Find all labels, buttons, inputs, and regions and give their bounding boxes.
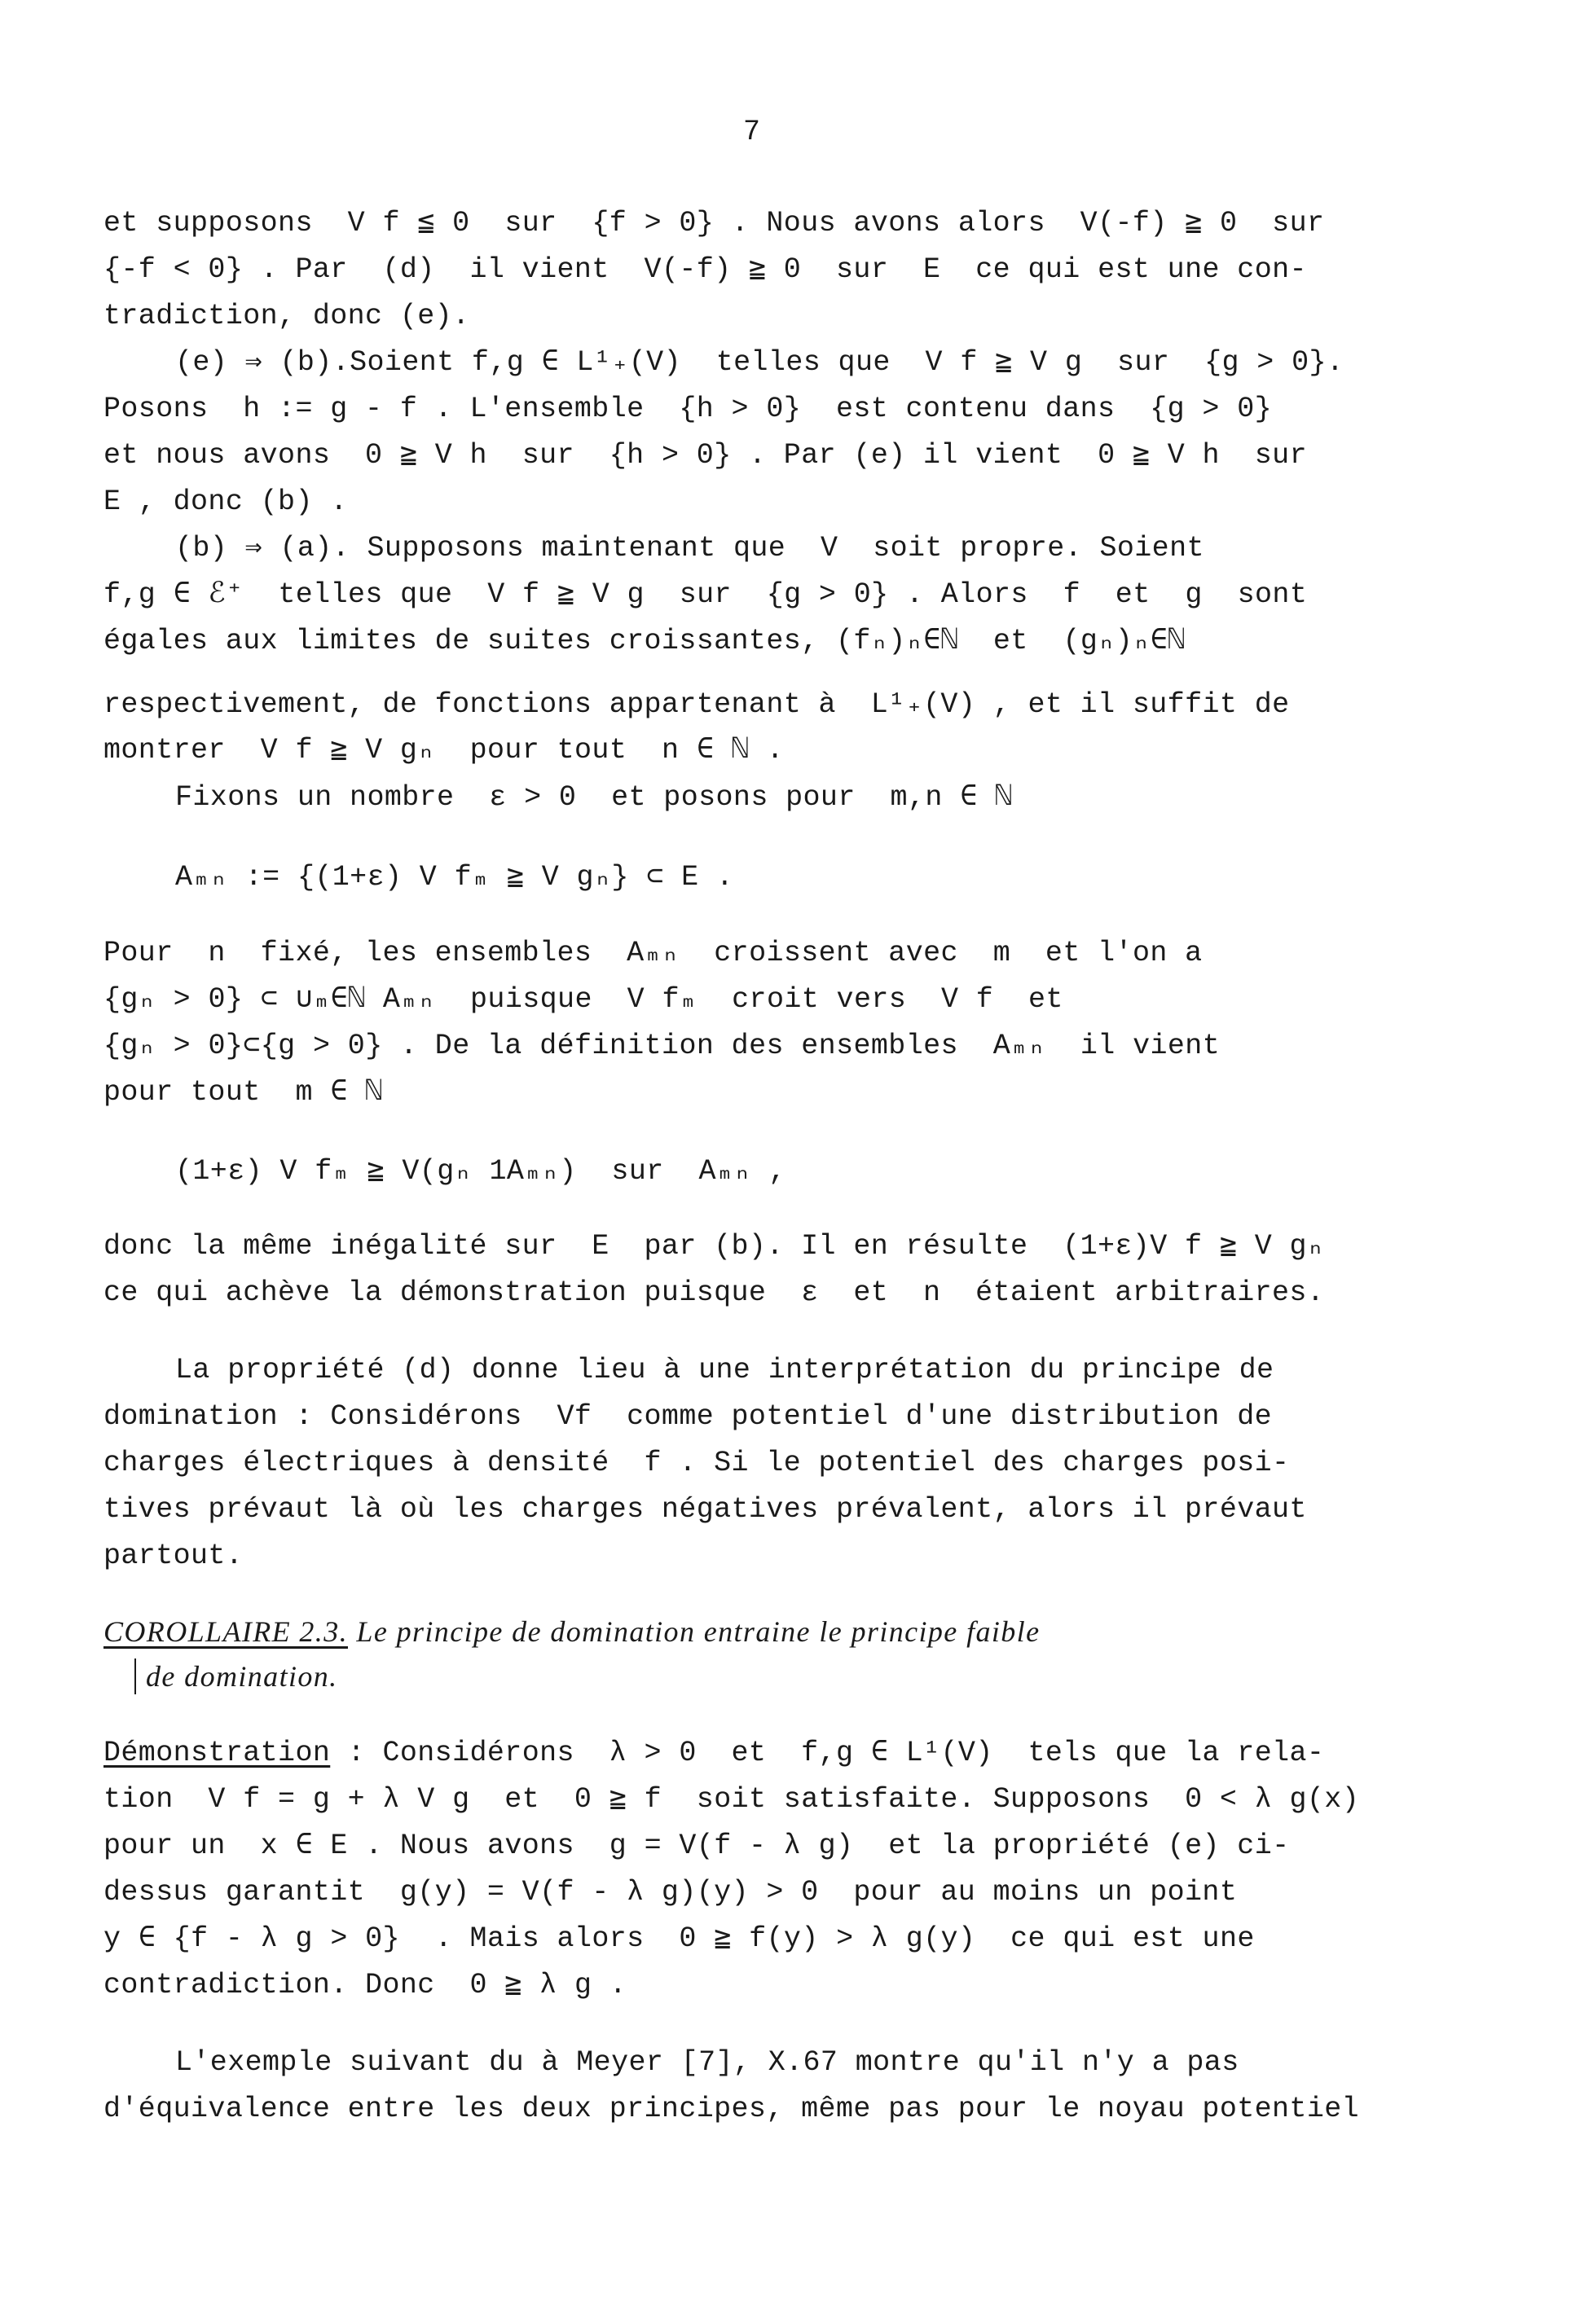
text-line: {gₙ > 0}⊂{g > 0} . De la définition des ensembles Aₘₙ il vient [103, 1030, 1221, 1062]
text-line: égales aux limites de suites croissantes, (fₙ)ₙ∈ℕ et (gₙ)ₙ∈ℕ [103, 625, 1186, 657]
text-line: d'équivalence entre les deux principes, même pas pour le noyau potentiel [103, 2093, 1360, 2125]
text-line: La propriété (d) donne lieu à une interprétation du principe de [175, 1354, 1274, 1386]
text-line: L'exemple suivant du à Meyer [7], X.67 montre qu'il n'y a pas [175, 2046, 1239, 2079]
text-line: (e) ⇒ (b).Soient f,g ∈ L¹₊(V) telles que V f ≧ V g sur {g > 0}. [175, 346, 1344, 379]
text-line: contradiction. Donc 0 ≧ λ g . [103, 1969, 627, 2001]
text-line: montrer V f ≧ V gₙ pour tout n ∈ ℕ . [103, 734, 785, 767]
text-line: dessus garantit g(y) = V(f - λ g)(y) > 0 pour au moins un point [103, 1876, 1238, 1909]
text-line: Pour n fixé, les ensembles Aₘₙ croissent avec m et l'on a [103, 937, 1203, 969]
demo-label: Démonstration [103, 1737, 331, 1769]
text-line: tion V f = g + λ V g et 0 ≧ f soit satisfaite. Supposons 0 < λ g(x) [103, 1783, 1360, 1816]
corollary-text-continued: de domination. [134, 1658, 1466, 1694]
corollary-text: Le principe de domination entraine le principe faible [348, 1615, 1041, 1648]
text-line: {-f < 0} . Par (d) il vient V(-f) ≧ 0 sur E ce qui est une con- [103, 253, 1307, 286]
corollary-label: COROLLAIRE 2.3. [103, 1615, 348, 1648]
text-line: E , donc (b) . [103, 485, 348, 518]
text-line: f,g ∈ ℰ⁺ telles que V f ≧ V g sur {g > 0} . Alors f et g sont [103, 578, 1308, 611]
demo-first-line [103, 1735, 1424, 1771]
text-line: pour un x ∈ E . Nous avons g = V(f - λ g) et la propriété (e) ci- [103, 1830, 1290, 1862]
text-line: Fixons un nombre ε > 0 et posons pour m,n ∈ ℕ [175, 781, 1013, 814]
text-line: domination : Considérons Vf comme potentiel d'une distribution de [103, 1400, 1273, 1433]
formula-inequality: (1+ε) V fₘ ≧ V(gₙ 1Aₘₙ) sur Aₘₙ , [175, 1155, 786, 1188]
text-line: et nous avons 0 ≧ V h sur {h > 0} . Par (e) il vient 0 ≧ V h sur [103, 439, 1307, 472]
text-line: y ∈ {f - λ g > 0} . Mais alors 0 ≧ f(y) > λ g(y) ce qui est une [103, 1922, 1255, 1955]
text-line: respectivement, de fonctions appartenant à L¹₊(V) , et il suffit de [103, 688, 1290, 721]
text-line: (b) ⇒ (a). Supposons maintenant que V soit propre. Soient [175, 532, 1204, 565]
page-number: 7 [743, 116, 761, 148]
demo-first: : Considérons λ > 0 et f,g ∈ L¹(V) tels que la rela- [330, 1737, 1325, 1769]
text-line: donc la même inégalité sur E par (b). Il en résulte (1+ε)V f ≧ V gₙ [103, 1230, 1325, 1263]
text-line: pour tout m ∈ ℕ [103, 1076, 383, 1109]
text-line: charges électriques à densité f . Si le potentiel des charges posi- [103, 1447, 1290, 1479]
text-line: Posons h := g - f . L'ensemble {h > 0} est contenu dans {g > 0} [103, 393, 1273, 425]
text-line: tradiction, donc (e). [103, 300, 470, 332]
text-line: tives prévaut là où les charges négatives prévalent, alors il prévaut [103, 1493, 1307, 1526]
corollary-heading [103, 1614, 1424, 1650]
formula-amn: Aₘₙ := {(1+ε) V fₘ ≧ V gₙ} ⊂ E . [175, 861, 734, 894]
text-line: {gₙ > 0} ⊂ ∪ₘ∈ℕ Aₘₙ puisque V fₘ croit vers V f et [103, 983, 1063, 1016]
text-line: et supposons V f ≦ 0 sur {f > 0} . Nous avons alors V(-f) ≧ 0 sur [103, 207, 1325, 239]
text-line: partout. [103, 1540, 244, 1572]
text-line: ce qui achève la démonstration puisque ε et n étaient arbitraires. [103, 1276, 1325, 1309]
